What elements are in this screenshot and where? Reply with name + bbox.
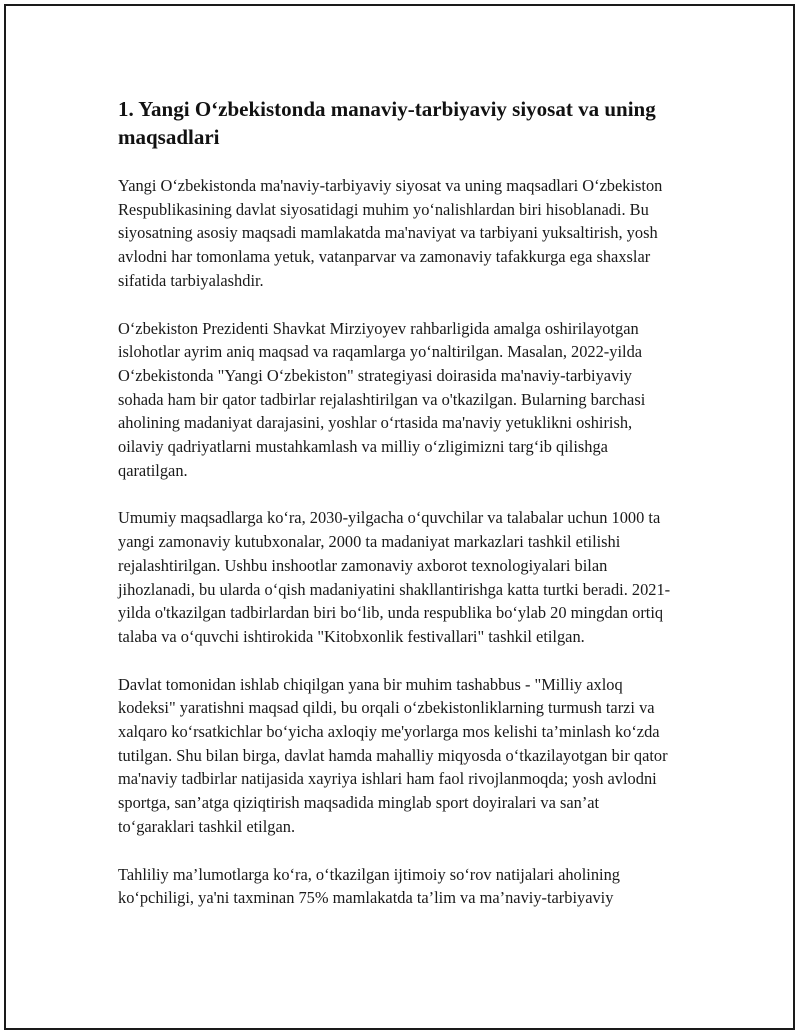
paragraph-2: O‘zbekiston Prezidenti Shavkat Mirziyoyev rahbarligida amalga oshirilayotgan islohotlar ayrim aniq maqsad va raqamlarga yo‘naltirilgan. Masalan, 2022-yilda O‘zbekistonda "Yangi O‘zbekiston" strategiyasi doirasida ma'naviy-tarbiyaviy sohada ham bir qator tadbirlar rejalashtirilgan va o'tkazilgan. Bularning barchasi aholining madaniyat darajasini, yoshlar o‘rtasida ma'naviy yetuklikni oshirish, oilaviy qadriyatlarni mustahkamlash va milliy o‘zligimizni targ‘ib qilishga qaratilgan.	[118, 318, 646, 480]
paragraph-1: Yangi O‘zbekistonda ma'naviy-tarbiyaviy siyosat va uning maqsadlari O‘zbekiston Respublikasining davlat siyosatidagi muhim yo‘nalishlardan biri hisoblanadi. Bu siyosatning asosiy maqsadi mamlakatda ma'naviyat va tarbiyani yuksaltirish, yosh avlodni har tomonlama yetuk, vatanparvar va zamonaviy tafakkurga ega shaxslar sifatida tarbiyalashdir.	[118, 176, 663, 290]
section-heading: 1. Yangi O‘zbekistonda manaviy-tarbiyaviy siyosat va uning maqsadlari	[118, 97, 656, 149]
paragraph-5: Tahliliy ma’lumotlarga ko‘ra, o‘tkazilgan ijtimoiy so‘rov natijalari aholining ko‘pchiligi, ya'ni taxminan 75% mamlakatda ta’lim va ma’naviy-tarbiyaviy	[118, 864, 620, 908]
paragraph-4: Davlat tomonidan ishlab chiqilgan yana bir muhim tashabbus - "Milliy axloq kodeksi" yaratishni maqsad qildi, bu orqali o‘zbekistonliklarning turmush tarzi va xalqaro ko‘rsatkichlar bo‘yicha axloqiy me'yorlarga mos kelishi ta’minlash ko‘zda tutilgan. Shu bilan birga, davlat hamda mahalliy miqyosda o‘tkazilayotgan bir qator ma'naviy tadbirlar natijasida xayriya ishlari ham faol rivojlanmoqda; yosh avlodni sportga, san’atga qiziqtirish maqsadida minglab sport doyiralari va san’at to‘garaklari tashkil etilgan.	[118, 674, 668, 836]
paragraph-3: Umumiy maqsadlarga ko‘ra, 2030-yilgacha o‘quvchilar va talabalar uchun 1000 ta yangi zamonaviy kutubxonalar, 2000 ta madaniyat markazlari tashkil etilishi rejalashtirilgan. Ushbu inshootlar zamonaviy axborot texnologiyalari bilan jihozlanadi, bu ularda o‘qish madaniyatini shakllantirishga katta turtki beradi. 2021-yilda o'tkazilgan tadbirlardan biri bo‘lib, unda respublika bo‘ylab 20 mingdan ortiq talaba va o‘quvchi ishtirokida "Kitobxonlik festivallari" tashkil etilgan.	[118, 508, 671, 646]
document-body	[118, 95, 678, 934]
